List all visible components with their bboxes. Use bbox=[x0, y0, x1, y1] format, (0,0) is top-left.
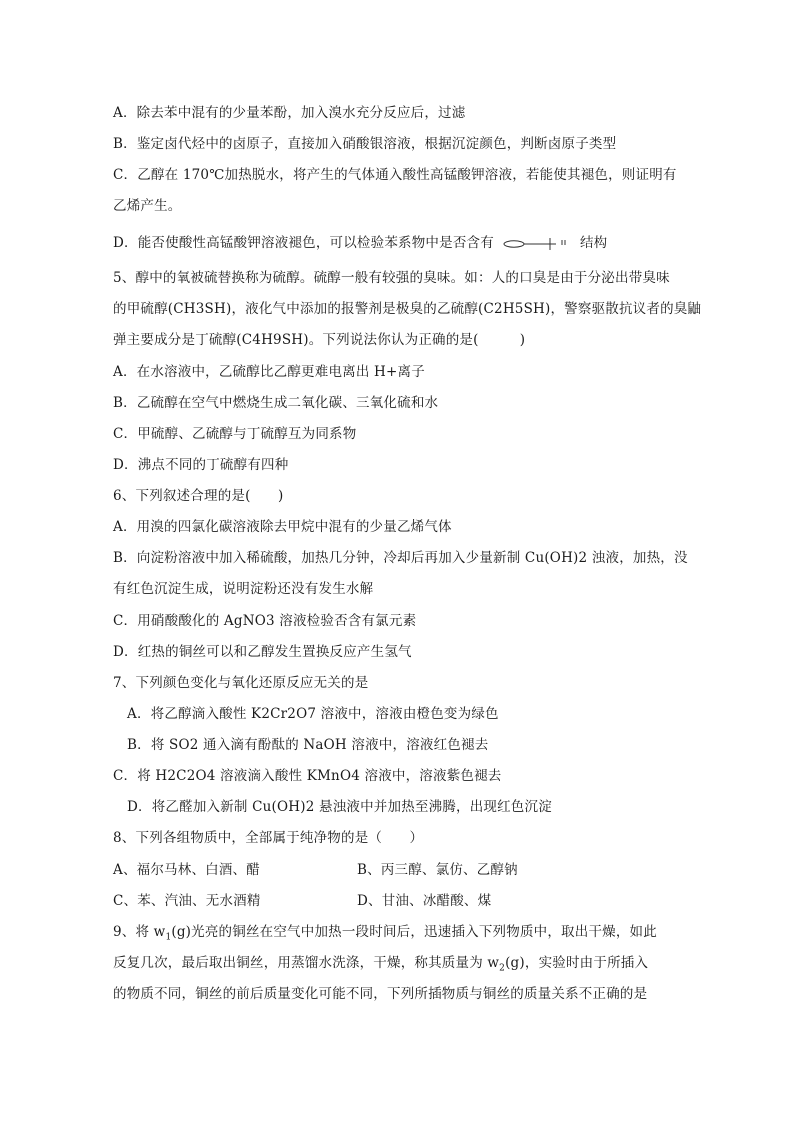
question-9-stem-1 bbox=[113, 922, 688, 948]
option-b-q4: B．鉴定卤代烃中的卤原子，直接加入硝酸银溶液，根据沉淀颜色，判断卤原子类型 bbox=[113, 136, 617, 152]
option-c-q6: C．用硝酸酸化的 AgNO3 溶液检验否含有氯元素 bbox=[113, 613, 417, 629]
question-7-stem: 7、下列颜色变化与氧化还原反应无关的是 bbox=[113, 675, 369, 691]
option-d-q5: D．沸点不同的丁硫醇有四种 bbox=[113, 457, 289, 473]
question-5-stem-1: 5、醇中的氧被硫替换称为硫醇。硫醇一般有较强的臭味。如：人的口臭是由于分泌出带臭味 bbox=[113, 270, 670, 286]
question-6-stem: 6、下列叙述合理的是( ) bbox=[113, 488, 284, 504]
option-b-q7: B．将 SO2 通入滴有酚酞的 NaOH 溶液中，溶液红色褪去 bbox=[127, 737, 489, 753]
question-5-stem-3: 弹主要成分是丁硫醇(C4H9SH)。下列说法你认为正确的是( ) bbox=[113, 332, 526, 348]
option-c-q4: C．乙醇在 170℃加热脱水，将产生的气体通入酸性高锰酸钾溶液，若能使其褪色，则证明有 bbox=[113, 167, 677, 183]
question-9-stem-2 bbox=[113, 953, 688, 979]
question-9-text-2b: (g)，实验时由于所插入 bbox=[505, 955, 649, 971]
option-c-q7: C．将 H2C2O4 溶液滴入酸性 KMnO4 溶液中，溶液紫色褪去 bbox=[113, 768, 502, 784]
option-c-q4-continued: 乙烯产生。 bbox=[113, 198, 182, 214]
question-9-stem-3: 的物质不同，铜丝的前后质量变化可能不同，下列所插物质与铜丝的质量关系不正确的是 bbox=[113, 986, 648, 1002]
option-d-q6: D．红热的铜丝可以和乙醇发生置换反应产生氢气 bbox=[113, 644, 412, 660]
option-d-q7: D．将乙醛加入新制 Cu(OH)2 悬浊液中并加热至沸腾，出现红色沉淀 bbox=[127, 799, 552, 815]
option-a-q6: A．用溴的四氯化碳溶液除去甲烷中混有的少量乙烯气体 bbox=[113, 519, 452, 535]
option-b-q6: B．向淀粉溶液中加入稀硫酸，加热几分钟，冷却后再加入少量新制 Cu(OH)2 浊液，加热，没 bbox=[113, 550, 688, 566]
question-9-text-2a: 反复几次，最后取出铜丝，用蒸馏水洗涤，干燥，称其质量为 w bbox=[113, 955, 500, 971]
question-9-text: (g)光亮的铜丝在空气中加热一段时间后，迅速插入下列物质中，取出干燥，如此 bbox=[171, 924, 657, 940]
option-c-q5: C．甲硫醇、乙硫醇与丁硫醇互为同系物 bbox=[113, 426, 357, 442]
w2-subscript: 2 bbox=[499, 963, 506, 974]
question-5-stem-2: 的甲硫醇(CH3SH)，液化气中添加的报警剂是极臭的乙硫醇(C2H5SH)，警察驱散抗议者的臭鼬 bbox=[113, 301, 702, 317]
w1-subscript: 1 bbox=[165, 932, 172, 943]
option-a-q8: A、福尔马林、白酒、醋 bbox=[113, 862, 260, 878]
option-b-q8: B、丙三醇、氯仿、乙醇钠 bbox=[357, 862, 518, 878]
option-d-q4-text: D．能否使酸性高锰酸钾溶液褪色，可以检验苯系物中是否含有 bbox=[113, 235, 494, 251]
option-a-q5: A．在水溶液中，乙硫醇比乙醇更难电离出 H+离子 bbox=[113, 364, 425, 380]
option-b-q6-continued: 有红色沉淀生成，说明淀粉还没有发生水解 bbox=[113, 581, 374, 597]
option-d-q4-suffix: 结构 bbox=[579, 235, 608, 251]
benzene-side-chain-structure-icon bbox=[502, 237, 574, 251]
option-a-q7: A．将乙醇滴入酸性 K2Cr2O7 溶液中，溶液由橙色变为绿色 bbox=[127, 706, 499, 722]
option-c-q8: C、苯、汽油、无水酒精 bbox=[113, 893, 261, 909]
option-b-q5: B．乙硫醇在空气中燃烧生成二氧化碳、三氧化硫和水 bbox=[113, 395, 439, 411]
question-8-options-row-2 bbox=[113, 891, 688, 911]
question-9-prefix: 9、将 w bbox=[113, 924, 166, 940]
question-8-options-row-1 bbox=[113, 860, 688, 880]
question-8-stem: 8、下列各组物质中，全部属于纯净物的是（ ） bbox=[113, 830, 424, 846]
option-d-q8: D、甘油、冰醋酸、煤 bbox=[357, 893, 492, 909]
option-a-q4: A．除去苯中混有的少量苯酚，加入溴水充分反应后，过滤 bbox=[113, 105, 466, 121]
option-d-q4 bbox=[113, 233, 688, 253]
